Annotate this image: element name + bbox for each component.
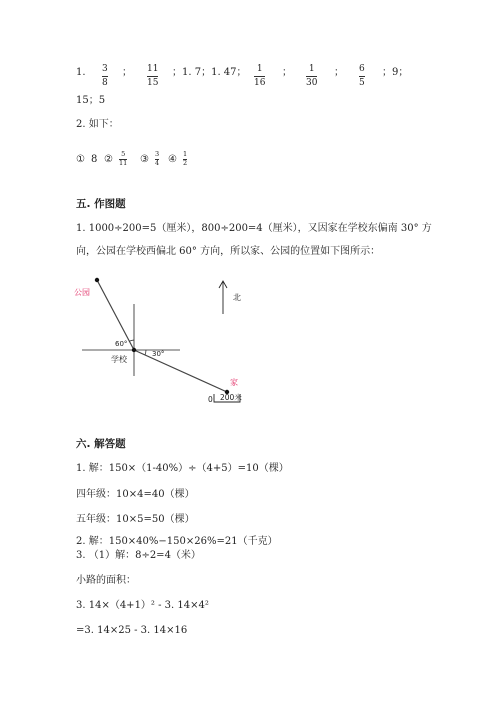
park-point	[95, 278, 99, 282]
section-6-title: 六. 解答题	[76, 438, 126, 450]
denominator: 8	[102, 78, 108, 88]
line-to-home	[134, 350, 227, 392]
solution-line: =3. 14×25 - 3. 14×16	[76, 625, 188, 636]
fraction	[155, 151, 159, 167]
item-number: 1.	[76, 67, 86, 78]
section-5-title: 五. 作图题	[76, 198, 126, 210]
numerator: 1	[183, 150, 188, 158]
denominator: 30	[306, 78, 318, 88]
fraction	[119, 151, 127, 167]
numerator: 3	[102, 64, 108, 74]
numerator: 1	[256, 64, 263, 74]
fraction	[306, 64, 317, 89]
solution-line: 1. 解：150×（1-40%）÷（4+5）=10（棵）	[76, 463, 289, 474]
park-label: 公园	[74, 288, 90, 297]
solution-line: 四年级：10×4=40（棵）	[76, 489, 195, 500]
angle-label-park: 60°	[115, 340, 128, 348]
denominator: 4	[155, 159, 160, 167]
scale-unit: 200米	[220, 393, 242, 402]
section-5-text-line-2: 向，公园在学校西偏北 60° 方向，所以家、公园的位置如下图所示：	[76, 246, 381, 257]
answer-line-2: 15；5	[76, 95, 106, 106]
fraction	[254, 64, 265, 89]
angle-arc-home	[145, 350, 146, 355]
home-label: 家	[230, 378, 238, 387]
position-diagram	[70, 274, 260, 414]
circled-number-3: ③	[140, 154, 149, 165]
denominator: 15	[147, 78, 159, 88]
school-label: 学校	[111, 355, 127, 364]
denominator: 11	[119, 159, 128, 167]
numerator: 11	[147, 64, 159, 74]
numerator: 3	[155, 150, 160, 158]
fraction	[147, 64, 158, 89]
fraction	[183, 151, 187, 167]
denominator: 16	[254, 78, 266, 88]
solution-line: 3. （1）解：8÷2=4（米）	[76, 550, 201, 561]
circled-number-4: ④	[168, 154, 177, 165]
decimal-answers: ；1. 7；1. 47；	[172, 67, 247, 78]
denominator: 5	[359, 78, 365, 88]
numerator: 5	[121, 150, 126, 158]
solution-line: 五年级：10×5=50（棵）	[76, 514, 195, 525]
north-label: 北	[233, 293, 241, 302]
separator: ；	[122, 67, 132, 78]
school-point	[132, 348, 136, 352]
angle-label-home: 30°	[152, 350, 165, 358]
denominator: 2	[183, 159, 188, 167]
answer-value: 8	[91, 154, 98, 165]
numerator: 6	[359, 64, 365, 74]
circled-number-1: ①	[76, 154, 85, 165]
separator: ；	[334, 67, 344, 78]
circled-number-2: ②	[104, 154, 113, 165]
section-5-text-line-1: 1. 1000÷200=5（厘米），800÷200=4（厘米），又因家在学校东偏南 30° 方	[76, 223, 432, 234]
numerator: 1	[308, 64, 315, 74]
scale-zero: 0	[208, 395, 213, 404]
solution-line: 2. 解：150×40%−150×26%=21（千克）	[76, 536, 278, 547]
solution-line: 3. 14×（4+1）² - 3. 14×4²	[76, 600, 209, 611]
answer-tail: ；9；	[382, 67, 409, 78]
fraction	[359, 64, 365, 89]
question-2-label: 2. 如下：	[76, 119, 119, 130]
separator: ；	[282, 67, 292, 78]
solution-line: 小路的面积：	[76, 575, 136, 586]
angle-arc-park	[130, 340, 135, 341]
fraction	[102, 64, 108, 89]
